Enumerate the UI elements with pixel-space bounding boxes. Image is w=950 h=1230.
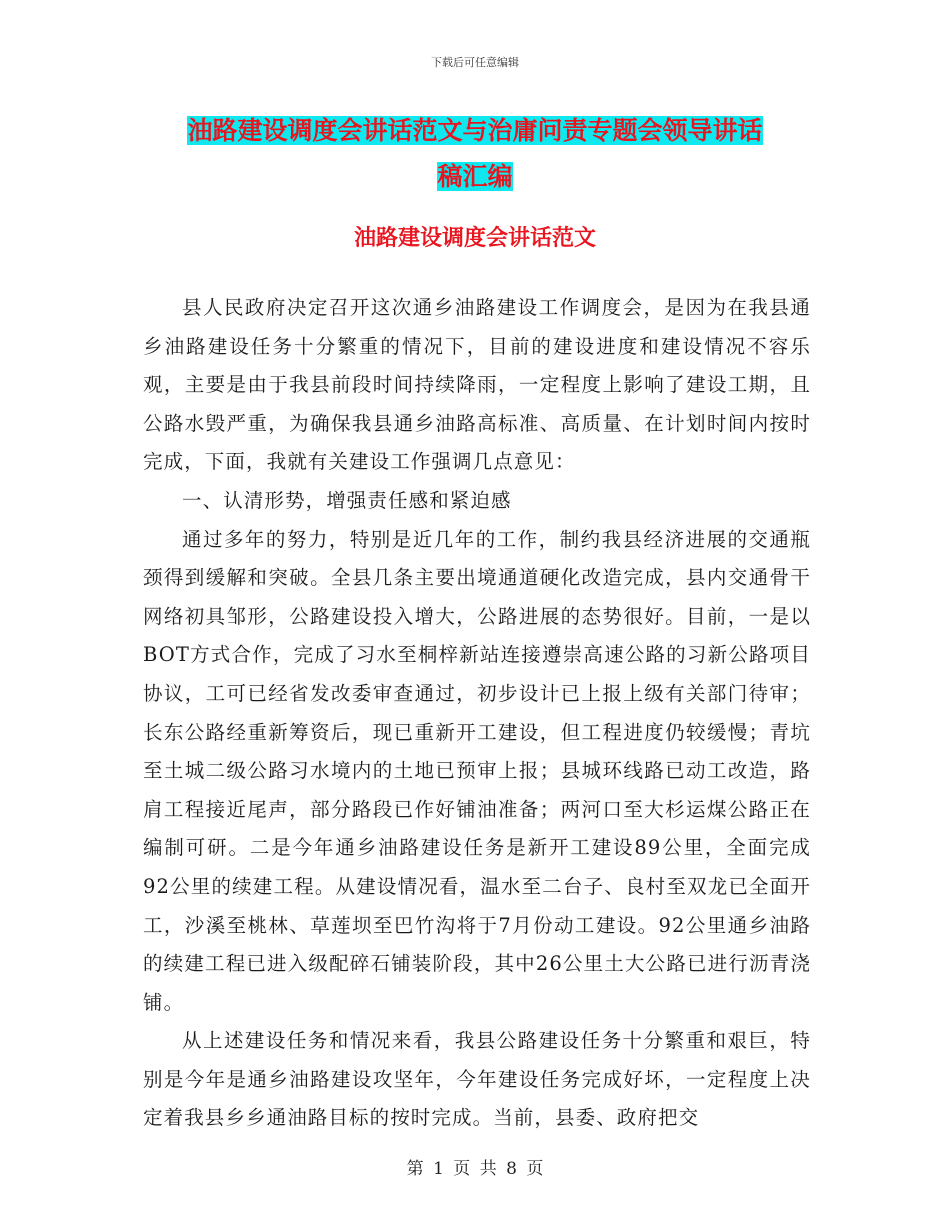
section-title: 油路建设调度会讲话范文 (353, 225, 596, 251)
header-note: 下载后可任意编辑 (431, 56, 519, 69)
paragraph: 从上述建设任务和情况来看，我县公路建设任务十分繁重和艰巨，特别是今年是通乡油路建设攻坚年，今年建设任务完成好坏，一定程度上决定着我县乡乡通油路目标的按时完成。当前，县委、政府把交 (143, 1029, 811, 1130)
document-body (143, 289, 811, 1138)
title-line-1 (140, 108, 810, 154)
paragraph: 县人民政府决定召开这次通乡油路建设工作调度会，是因为在我县通乡油路建设任务十分繁重的情况下，目前的建设进度和建设情况不容乐观，主要是由于我县前段时间持续降雨，一定程度上影响了建设工期，且公路水毁严重，为确保我县通乡油路高标准、高质量、在计划时间内按时完成，下面，我就有关建设工作强调几点意见： (143, 296, 811, 474)
page-footer: 第 1 页 共 8 页 (406, 1159, 544, 1179)
section-heading: 一、认清形势，增强责任感和紧迫感 (182, 488, 512, 512)
document-title (140, 108, 810, 200)
title-line-2-text: 稿汇编 (437, 162, 513, 191)
paragraph: 通过多年的努力，特别是近几年的工作，制约我县经济进展的交通瓶颈得到缓解和突破。全县几条主要出境通道硬化改造完成，县内交通骨干网络初具邹形，公路建设投入增大，公路进展的态势很好。目前，一是以BOT方式合作，完成了习水至桐梓新站连接遵崇高速公路的习新公路项目协议，工可已经省发改委审查通过，初步设计已上报上级有关部门待审；长东公路经重新筹资后，现已重新开工建设，但工程进度仍较缓慢；青坑至土城二级公路习水境内的土地已预审上报；县城环线路已动工改造，路肩工程接近尾声，部分路段已作好铺油准备；两河口至大杉运煤公路正在编制可研。二是今年通乡油路建设任务是新开工建设89公里，全面完成92公里的续建工程。从建设情况看，温水至二台子、良村至双龙已全面开工，沙溪至桃林、草莲坝至巴竹沟将于7月份动工建设。92公里通乡油路的续建工程已进入级配碎石铺装阶段，其中26公里土大公路已进行沥青浇铺。 (143, 527, 811, 1014)
title-line-2 (140, 154, 810, 200)
title-line-1-text: 油路建设调度会讲话范文与治庸问责专题会领导讲话 (187, 116, 763, 145)
